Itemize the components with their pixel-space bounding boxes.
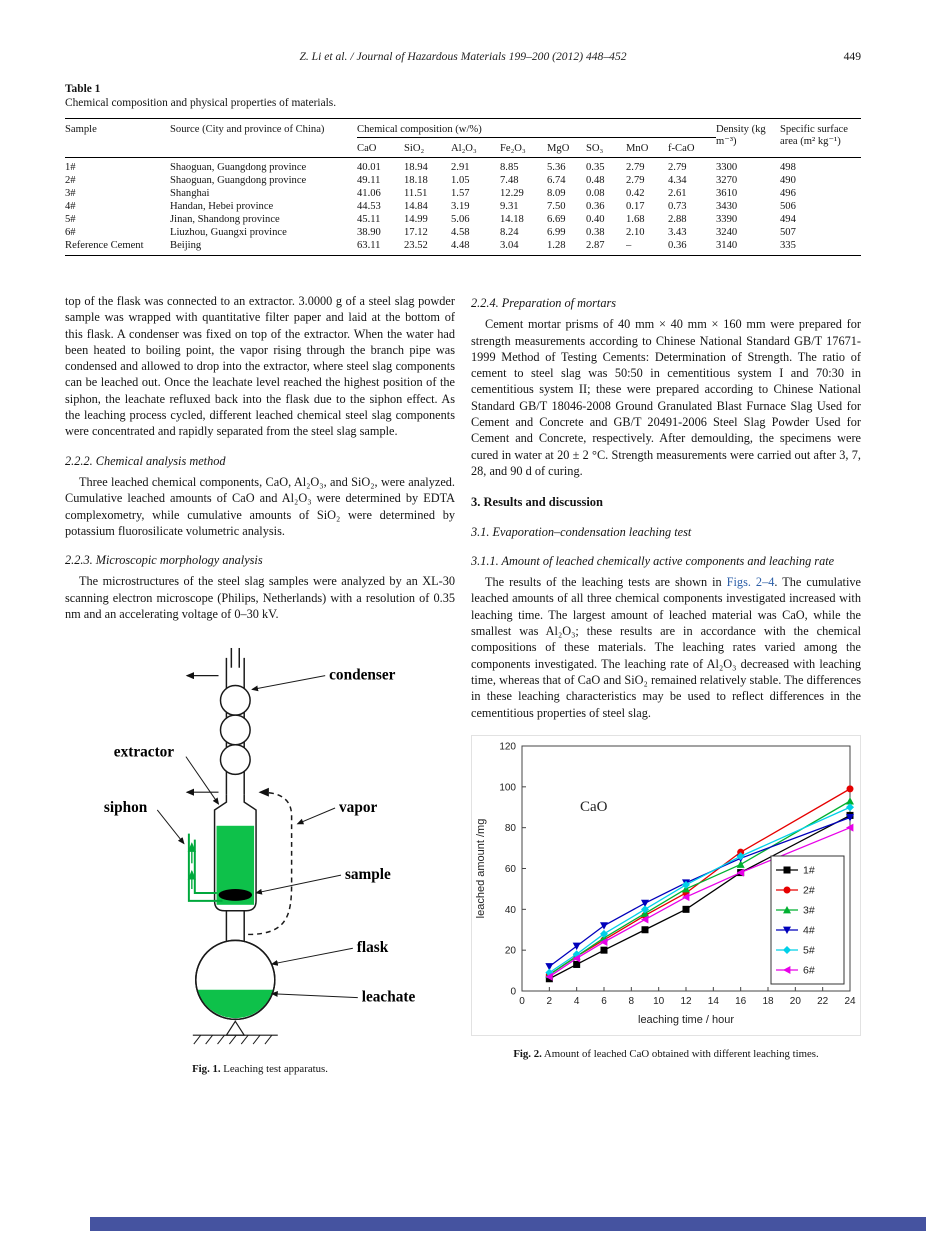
paragraph-3-1-1-after: . The cumulative leached amounts of all three chemical components investigated increased with leaching time. The largest amount of leached material was CaO, while the smallest was Al₂O₃; these results are in accordance with the chemical compositions of these materials. The leaching rates varied among the components investigated. The leaching rate of Al₂O₃ decreased with leaching time, whereas that of CaO and SiO₂ remained relatively stable. The differences in these leaching characteristics may be used to reflect differences in the cementitious properties of steel slag. (471, 575, 861, 720)
paragraph-3-1-1-before: The results of the leaching tests are shown in (485, 575, 727, 590)
table-cell: 17.12 (404, 227, 428, 238)
table-cell: 11.51 (404, 188, 428, 199)
page-number: 449 (843, 50, 861, 63)
table-cell: 498 (780, 162, 796, 173)
fig2-caption-text: Amount of leached CaO obtained with different leaching times. (541, 1048, 819, 1061)
svg-text:12: 12 (680, 995, 692, 1007)
label-siphon: siphon (103, 799, 148, 817)
svg-text:24: 24 (844, 995, 856, 1007)
table-cell: Liuzhou, Guangxi province (170, 227, 287, 238)
table-cell: 3140 (716, 240, 738, 251)
svg-text:CaO: CaO (580, 798, 608, 815)
table-cell: 14.84 (404, 201, 428, 212)
table-cell: 6.69 (547, 214, 566, 225)
svg-text:0: 0 (510, 986, 516, 998)
table-cell: 0.42 (626, 188, 645, 199)
table-cell: 2.79 (626, 162, 645, 173)
table-cell: 2.10 (626, 227, 645, 238)
svg-text:0: 0 (519, 995, 525, 1007)
figure2 (471, 735, 861, 1061)
label-leachate: leachate (361, 988, 416, 1006)
svg-text:40: 40 (504, 904, 516, 916)
table-cell: 2.88 (668, 214, 687, 225)
svg-text:leached amount /mg: leached amount /mg (475, 818, 487, 919)
table-cell: 490 (780, 175, 796, 186)
figure1 (65, 646, 455, 1076)
table-cell: 0.08 (586, 188, 605, 199)
svg-text:80: 80 (504, 822, 516, 834)
table-cell: 4.58 (451, 227, 470, 238)
col-header-cao: CaO (357, 138, 404, 158)
heading-2-2-3: 2.2.3. Microscopic morphology analysis (65, 553, 263, 568)
cao-chart (472, 736, 860, 1031)
table-cell: 1.68 (626, 214, 645, 225)
table-cell: 0.35 (586, 162, 605, 173)
table-cell: Shaoguan, Guangdong province (170, 162, 307, 173)
svg-text:22: 22 (817, 995, 829, 1007)
table-row (65, 213, 861, 226)
table-cell: 40.01 (357, 162, 381, 173)
paragraph-2-2-3: The microstructures of the steel slag samples were analyzed by an XL-30 scanning electron microscope (Philips, Netherlands) with a resolution of 0.35 nm and an accelerating voltage of 0–30 kV. (65, 574, 455, 622)
table-cell: Reference Cement (65, 240, 144, 251)
table-cell: 494 (780, 214, 796, 225)
table-cell: Handan, Hebei province (170, 201, 274, 212)
table-cell: 6.74 (547, 175, 566, 186)
table-cell: 3390 (716, 214, 738, 225)
table-cell: 3# (65, 188, 76, 199)
table-cell: 2.79 (626, 175, 645, 186)
table-cell: 45.11 (357, 214, 381, 225)
table-row (65, 158, 861, 175)
col-header-sio2: SiO₂ (404, 138, 451, 158)
table-cell: 1.05 (451, 175, 470, 186)
svg-text:20: 20 (504, 945, 516, 957)
svg-text:6#: 6# (803, 964, 815, 977)
table-cell: 3430 (716, 201, 738, 212)
heading-3: 3. Results and discussion (471, 495, 603, 510)
table1-caption: Chemical composition and physical properties of materials. (65, 97, 337, 109)
table-cell: 7.48 (500, 175, 519, 186)
table-cell: 12.29 (500, 188, 524, 199)
svg-text:100: 100 (499, 782, 516, 794)
table-cell: 0.36 (586, 201, 605, 212)
table1-block (65, 83, 861, 256)
table-cell: 0.40 (586, 214, 605, 225)
right-column (471, 293, 861, 1061)
table-cell: 335 (780, 240, 796, 251)
col-header-so3: SO₃ (586, 138, 626, 158)
svg-text:4#: 4# (803, 924, 815, 937)
table-cell: 3270 (716, 175, 738, 186)
svg-text:2#: 2# (803, 884, 815, 897)
table-cell: 6# (65, 227, 76, 238)
table-cell: 18.18 (404, 175, 428, 186)
table-cell: 4.34 (668, 175, 687, 186)
table-cell: 2.61 (668, 188, 687, 199)
table-row (65, 174, 861, 187)
table-cell: 2.87 (586, 240, 605, 251)
col-header-fe2o3: Fe₂O₃ (500, 138, 547, 158)
col-header-chem-group: Chemical composition (w/%) (357, 119, 716, 138)
heading-3-1-1: 3.1.1. Amount of leached chemically active components and leaching rate (471, 553, 835, 568)
table-cell: 63.11 (357, 240, 381, 251)
table-cell: 8.24 (500, 227, 519, 238)
heading-2-2-2: 2.2.2. Chemical analysis method (65, 453, 226, 468)
table-cell: Jinan, Shandong province (170, 214, 280, 225)
table-cell: 5.06 (451, 214, 470, 225)
table-cell: 496 (780, 188, 796, 199)
table-cell: 2# (65, 175, 76, 186)
table-row (65, 187, 861, 200)
table-cell: 0.48 (586, 175, 605, 186)
label-extractor: extractor (113, 743, 175, 761)
svg-text:6: 6 (601, 995, 607, 1007)
table-cell: – (626, 240, 632, 251)
paragraph-2-2-2: Three leached chemical components, CaO, Al₂O₃, and SiO₂, were analyzed. Cumulative leached amounts of CaO and Al₂O₃ were determined by EDTA complexometry, while cumulative amounts of SiO₂ were determined by potassium fluorosilicate volumetric analysis. (65, 474, 455, 538)
table-cell: Beijing (170, 240, 202, 251)
svg-text:8: 8 (628, 995, 635, 1007)
table-cell: 4.48 (451, 240, 470, 251)
label-condenser: condenser (329, 666, 396, 684)
cao-chart-frame (471, 735, 861, 1036)
fig1-caption-text: Leaching test apparatus. (220, 1063, 328, 1076)
svg-text:leaching time / hour: leaching time / hour (638, 1013, 734, 1026)
left-column (65, 293, 455, 1076)
running-head (65, 50, 861, 66)
col-header-area: Specific surface area (m² kg⁻¹) (780, 119, 861, 158)
table-cell: 49.11 (357, 175, 381, 186)
table-cell: 8.85 (500, 162, 519, 173)
col-header-mno: MnO (626, 138, 668, 158)
table-cell: 44.53 (357, 201, 381, 212)
table-cell: 8.09 (547, 188, 566, 199)
table-cell: 2.91 (451, 162, 470, 173)
table-cell: 3.43 (668, 227, 687, 238)
svg-text:5#: 5# (803, 944, 815, 957)
svg-text:2: 2 (546, 995, 553, 1007)
table-cell: Shaoguan, Guangdong province (170, 175, 307, 186)
table-cell: 5.36 (547, 162, 566, 173)
table-cell: 2.79 (668, 162, 687, 173)
table1 (65, 118, 861, 256)
table-cell: 0.38 (586, 227, 605, 238)
svg-text:60: 60 (504, 863, 516, 875)
svg-text:18: 18 (762, 995, 774, 1007)
label-vapor: vapor (339, 799, 378, 817)
table-cell: 23.52 (404, 240, 428, 251)
table-cell: 7.50 (547, 201, 566, 212)
table-cell: 0.73 (668, 201, 687, 212)
table-cell: 6.99 (547, 227, 566, 238)
table-cell: 506 (780, 201, 796, 212)
table-cell: 3.04 (500, 240, 519, 251)
col-header-fcao: f-CaO (668, 138, 716, 158)
paragraph-3-1-1 (471, 574, 861, 721)
table-cell: 14.18 (500, 214, 524, 225)
table-cell: 3.19 (451, 201, 470, 212)
fig1-caption (65, 1063, 455, 1076)
svg-text:16: 16 (735, 995, 747, 1007)
table-cell: Shanghai (170, 188, 210, 199)
table-row (65, 226, 861, 239)
table-cell: 3240 (716, 227, 738, 238)
svg-text:4: 4 (573, 995, 580, 1007)
col-header-al2o3: Al₂O₃ (451, 138, 500, 158)
table-cell: 507 (780, 227, 796, 238)
table-row (65, 239, 861, 256)
svg-text:120: 120 (499, 741, 516, 753)
col-header-source: Source (City and province of China) (170, 119, 357, 158)
table-cell: 0.36 (668, 240, 687, 251)
svg-text:10: 10 (653, 995, 665, 1007)
col-header-mgo: MgO (547, 138, 586, 158)
paragraph-2-2-4: Cement mortar prisms of 40 mm × 40 mm × 160 mm were prepared for strength measurements according to Chinese National Standard GB/T 17671-1999 Method of Testing Cements: Determination of Strength. The ratio of cement to steel slag was 50:50 in cementitious system I and 70:30 in cementitious system II; these were prepared according to Chinese National Standard GB/T 18046-2008 Ground Granulated Blast Furnace Slag Used for Cement and Concrete and GB/T 20491-2006 Steel Slag Powder Used for Cement and Concrete, respectively. After demoulding, the specimens were cured in water at 20 ± 2 °C. Strength measurements were carried out after 3, 7, 28, and 90 d of curing. (471, 317, 861, 478)
figs-2-4-link[interactable]: Figs. 2–4 (726, 575, 775, 590)
leaching-apparatus-figure (80, 646, 440, 1051)
fig2-caption (471, 1048, 861, 1061)
svg-text:14: 14 (707, 995, 719, 1007)
fig2-caption-label: Fig. 2. (513, 1048, 542, 1061)
heading-2-2-4: 2.2.4. Preparation of mortars (471, 296, 617, 310)
table-cell: 1.57 (451, 188, 470, 199)
table-cell: 5# (65, 214, 76, 225)
footer-accent-bar (90, 1217, 926, 1231)
label-flask: flask (356, 939, 389, 957)
label-sample: sample (344, 866, 391, 884)
table-cell: 4# (65, 201, 76, 212)
journal-citation: Z. Li et al. / Journal of Hazardous Materials 199–200 (2012) 448–452 (299, 50, 627, 63)
table-cell: 18.94 (404, 162, 428, 173)
paragraph-leaching-continuation: top of the flask was connected to an extractor. 3.0000 g of a steel slag powder sample was wrapped with quantitative filter paper and laid at the bottom of this flask. A condenser was fixed on top of the extractor. When the water had been heated to boiling point, the vapor rising through the branch pipe was condensed and allowed to drop into the extractor, where steel slag components can be leached out. Once the leachate level reached the highest position of the siphon, the leachate refluxed back into the flask due to the siphon effect. As the leaching process cycled, different leached chemical steel slag components were concentrated and rapidly separated from the steel slag sample. (65, 294, 455, 439)
apparatus-drawing (157, 648, 358, 1044)
table-cell: 9.31 (500, 201, 519, 212)
svg-text:1#: 1# (803, 864, 815, 877)
svg-text:3#: 3# (803, 904, 815, 917)
table1-label: Table 1 (65, 83, 101, 95)
table-cell: 41.06 (357, 188, 381, 199)
table-cell: 38.90 (357, 227, 381, 238)
table-cell: 0.17 (626, 201, 645, 212)
heading-3-1: 3.1. Evaporation–condensation leaching test (471, 524, 692, 539)
table-cell: 14.99 (404, 214, 428, 225)
col-header-density: Density (kg m⁻³) (716, 119, 780, 158)
table-cell: 1.28 (547, 240, 566, 251)
col-header-sample: Sample (65, 119, 170, 158)
table-cell: 3610 (716, 188, 738, 199)
table-cell: 3300 (716, 162, 738, 173)
table1-body (65, 158, 861, 256)
svg-text:20: 20 (789, 995, 801, 1007)
table-cell: 1# (65, 162, 76, 173)
table-row (65, 200, 861, 213)
fig1-caption-label: Fig. 1. (192, 1063, 221, 1076)
